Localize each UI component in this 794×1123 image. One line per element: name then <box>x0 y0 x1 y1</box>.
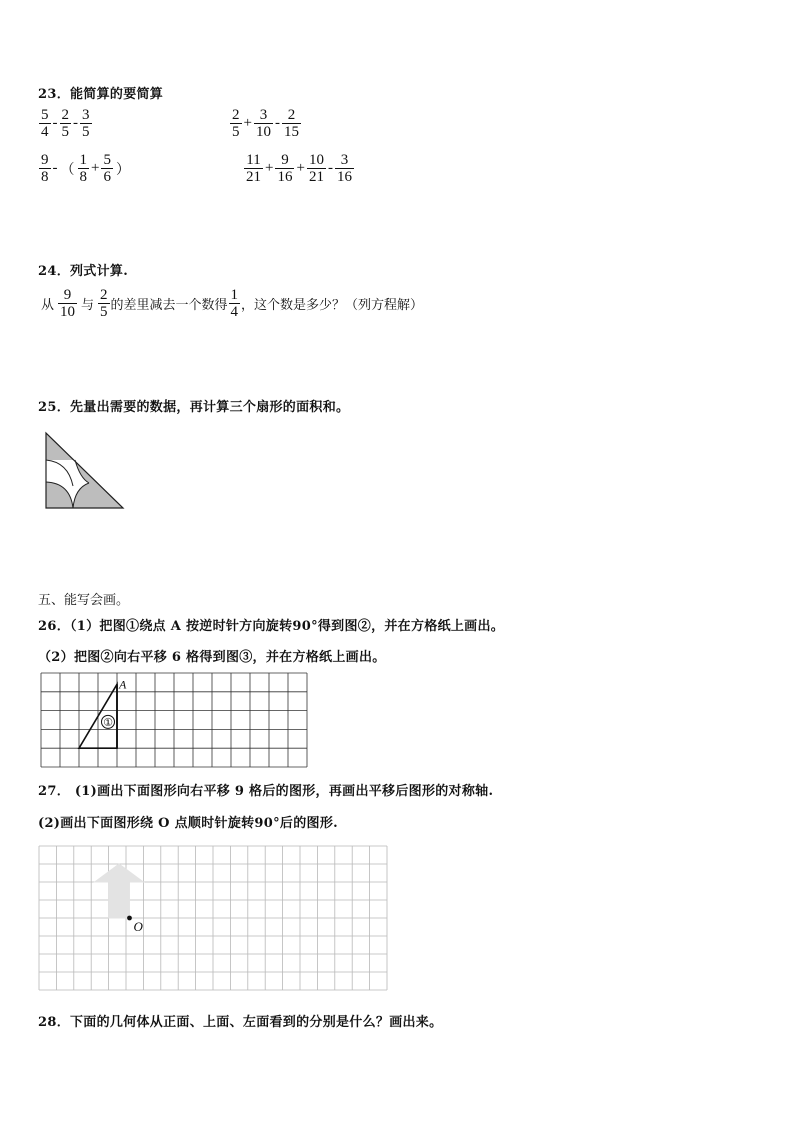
fraction: $\frac{1}{8}$ <box>79 152 87 185</box>
q27-grid[interactable] <box>38 845 388 993</box>
section5-title: 五、能写会画。 <box>38 593 130 608</box>
fraction: $\frac{9}{16}$ <box>277 152 293 185</box>
fraction: $\frac{11}{21}$ <box>246 152 261 185</box>
arrow-shape <box>95 864 144 918</box>
q24-text: 从 $\frac{9}{10}$ 与 $\frac{2}{5}$ 的差里减去一个数得 $\frac{1}{4}$ ，这个数是多少？（列方程解） <box>41 287 424 320</box>
fraction: $\frac{2}{15}$ <box>283 107 299 140</box>
q23-expr2: $\frac{2}{5}$ + $\frac{3}{10}$ - $\frac{2}{15}$ <box>232 107 299 140</box>
q23-title: 23．能简算的要简算 <box>38 87 164 102</box>
fraction: $\frac{3}{16}$ <box>336 152 352 185</box>
q23-expr3: $\frac{9}{8}$ - （ $\frac{1}{8}$ + $\frac{5}{6}$ ） <box>41 152 130 185</box>
fraction: $\frac{2}{5}$ <box>61 107 69 140</box>
fraction: $\frac{5}{4}$ <box>41 107 49 140</box>
point-o <box>127 916 132 921</box>
fraction: $\frac{1}{4}$ <box>230 287 239 320</box>
sector-triangle-figure <box>40 428 130 514</box>
q26-line1: 26．（1）把图①绕点 A 按逆时针方向旋转90°得到图②，并在方格纸上画出。 <box>38 619 505 634</box>
q27-line1: 27． (1)画出下面图形向右平移 9 格后的图形，再画出平移后图形的对称轴. <box>38 784 494 799</box>
fraction: $\frac{2}{5}$ <box>100 287 108 320</box>
fraction: $\frac{9}{10}$ <box>60 287 76 320</box>
fraction: $\frac{9}{8}$ <box>41 152 49 185</box>
point-a-label: A <box>119 677 127 692</box>
q25-title: 25．先量出需要的数据，再计算三个扇形的面积和。 <box>38 400 350 415</box>
q26-grid[interactable] <box>40 672 308 768</box>
q23-expr4: $\frac{11}{21}$ + $\frac{9}{16}$ + $\frac{10}{21}$ - $\frac{3}{16}$ <box>246 152 352 185</box>
q27-line2: (2)画出下面图形绕 O 点顺时针旋转90°后的图形. <box>38 816 338 831</box>
q26-line2: （2）把图②向右平移 6 格得到图③，并在方格纸上画出。 <box>38 650 386 665</box>
fraction: $\frac{5}{6}$ <box>103 152 111 185</box>
fraction: $\frac{3}{10}$ <box>255 107 271 140</box>
fraction: $\frac{10}{21}$ <box>308 152 324 185</box>
q28-title: 28．下面的几何体从正面、上面、左面看到的分别是什么？画出来。 <box>38 1015 443 1030</box>
point-o-label: O <box>133 919 143 934</box>
fraction: $\frac{3}{5}$ <box>82 107 90 140</box>
q23-expr1: $\frac{5}{4}$ - $\frac{2}{5}$ - $\frac{3}{5}$ <box>41 107 90 140</box>
shape-1-label: ① <box>103 715 113 729</box>
q24-title: 24．列式计算. <box>38 264 129 279</box>
fraction: $\frac{2}{5}$ <box>232 107 240 140</box>
